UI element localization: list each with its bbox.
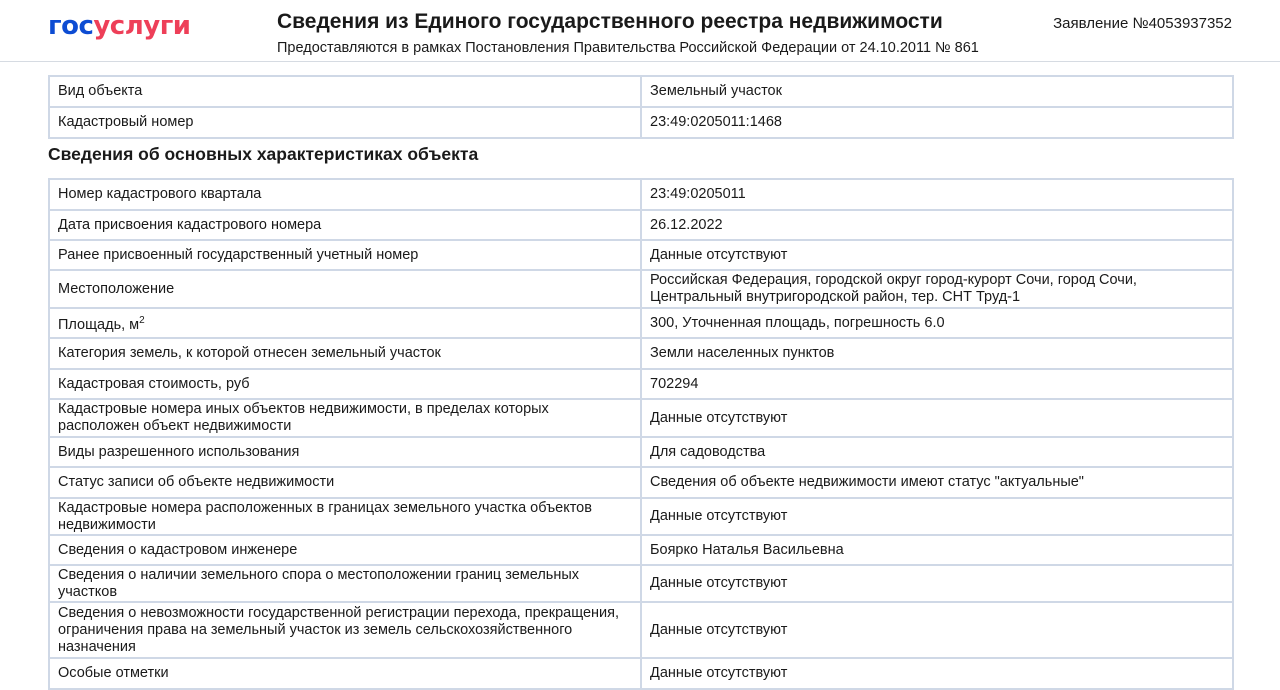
row-label: Ранее присвоенный государственный учетный номер — [49, 240, 641, 270]
table-row — [49, 437, 1233, 467]
row-label: Дата присвоения кадастрового номера — [49, 210, 641, 240]
row-label: Статус записи об объекте недвижимости — [49, 467, 641, 498]
section-title: Сведения об основных характеристиках объекта — [48, 144, 479, 164]
row-label: Категория земель, к которой отнесен земельный участок — [49, 338, 641, 369]
row-value: Данные отсутствуют — [641, 399, 1233, 437]
table-row — [49, 308, 1233, 338]
table-row — [49, 270, 1233, 308]
row-value: Земли населенных пунктов — [641, 338, 1233, 369]
document-subtitle: Предоставляются в рамках Постановления Правительства Российской Федерации от 24.10.2011 № 861 — [277, 40, 979, 56]
table-row — [49, 467, 1233, 498]
table-row — [49, 107, 1233, 138]
row-value: Российская Федерация, городской округ город-курорт Сочи, город Сочи, Центральный внутригородской район, тер. СНТ Труд-1 — [641, 270, 1233, 308]
row-label: Кадастровый номер — [49, 107, 641, 138]
application-number: Заявление №4053937352 — [1053, 15, 1232, 32]
row-label: Вид объекта — [49, 76, 641, 107]
table-row — [49, 658, 1233, 689]
row-value: 23:49:0205011 — [641, 179, 1233, 210]
row-value: Сведения об объекте недвижимости имеют статус "актуальные" — [641, 467, 1233, 498]
characteristics-table — [48, 178, 1234, 690]
logo-part-gos: гос — [48, 11, 94, 41]
gosuslugi-logo[interactable] — [48, 9, 191, 43]
logo-part-uslugi: услуги — [93, 11, 191, 41]
table-row — [49, 240, 1233, 270]
row-label-area — [49, 308, 641, 338]
table-row — [49, 76, 1233, 107]
row-value: Боярко Наталья Васильевна — [641, 535, 1233, 565]
row-label: Особые отметки — [49, 658, 641, 689]
row-value: Для садоводства — [641, 437, 1233, 467]
table-row — [49, 565, 1233, 602]
table-row — [49, 338, 1233, 369]
row-value: 23:49:0205011:1468 — [641, 107, 1233, 138]
row-label: Кадастровые номера иных объектов недвижимости, в пределах которых расположен объект недвижимости — [49, 399, 641, 437]
row-label: Виды разрешенного использования — [49, 437, 641, 467]
row-value: Данные отсутствуют — [641, 565, 1233, 602]
table-row — [49, 369, 1233, 399]
row-label: Сведения о невозможности государственной регистрации перехода, прекращения, ограничения права на земельный участок из земель сельскохозяйственного назначения — [49, 602, 641, 658]
document-title: Сведения из Единого государственного реестра недвижимости — [277, 10, 943, 33]
row-value: Данные отсутствуют — [641, 498, 1233, 535]
row-value: Данные отсутствуют — [641, 240, 1233, 270]
row-value: 300, Уточненная площадь, погрешность 6.0 — [641, 308, 1233, 338]
table-row — [49, 399, 1233, 437]
page-header — [0, 0, 1280, 62]
table-row — [49, 498, 1233, 535]
basic-info-table — [48, 75, 1234, 139]
area-label-text: Площадь, м — [58, 316, 140, 333]
row-label: Кадастровая стоимость, руб — [49, 369, 641, 399]
row-value: Данные отсутствуют — [641, 658, 1233, 689]
table-row — [49, 210, 1233, 240]
row-label: Сведения о наличии земельного спора о местоположении границ земельных участков — [49, 565, 641, 602]
row-value: 702294 — [641, 369, 1233, 399]
row-value: 26.12.2022 — [641, 210, 1233, 240]
area-label-superscript: 2 — [139, 315, 145, 327]
row-value: Данные отсутствуют — [641, 602, 1233, 658]
row-label: Номер кадастрового квартала — [49, 179, 641, 210]
table-row — [49, 179, 1233, 210]
row-label: Сведения о кадастровом инженере — [49, 535, 641, 565]
row-label: Местоположение — [49, 270, 641, 308]
table-row — [49, 535, 1233, 565]
row-label: Кадастровые номера расположенных в границах земельного участка объектов недвижимости — [49, 498, 641, 535]
row-value: Земельный участок — [641, 76, 1233, 107]
table-row — [49, 602, 1233, 658]
